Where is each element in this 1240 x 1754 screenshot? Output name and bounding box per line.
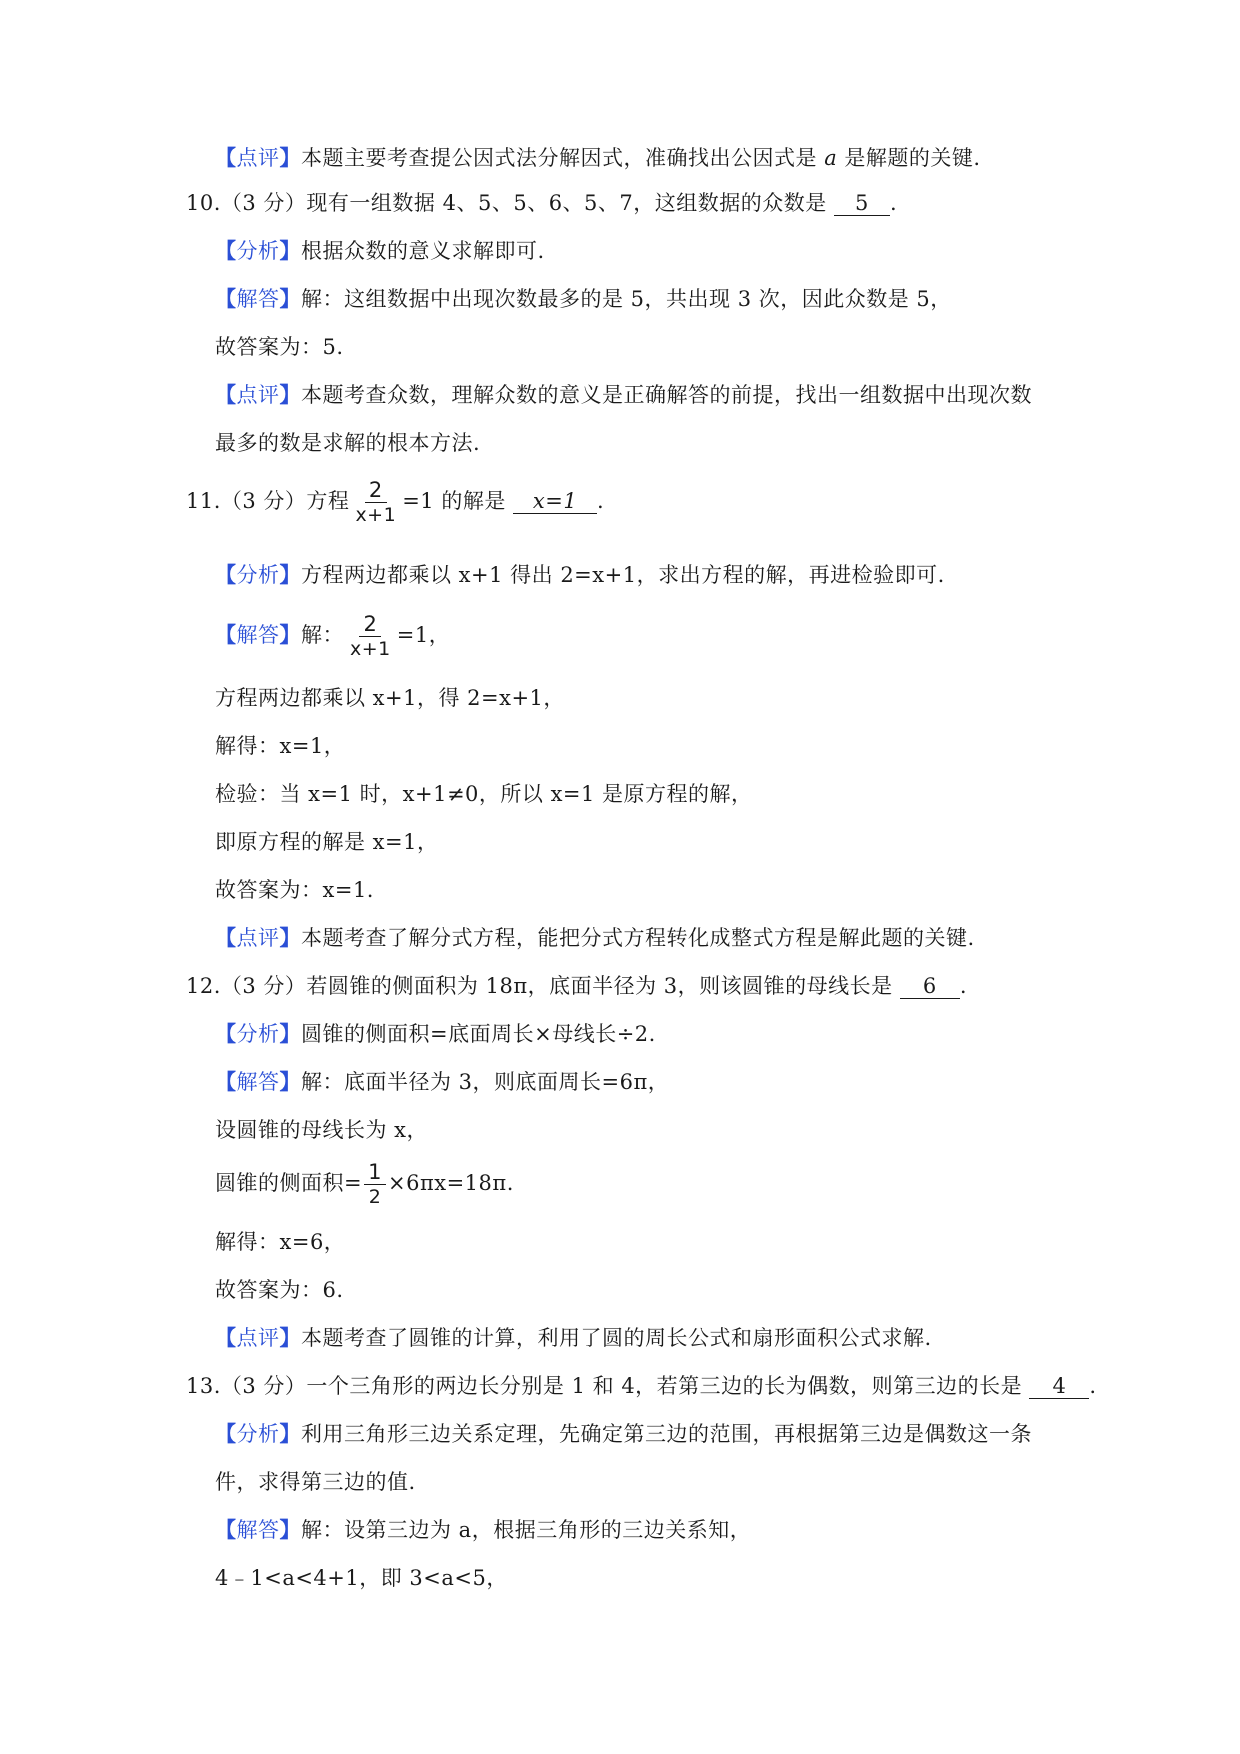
q13-step: 4﹣1<a<4+1，即 3<a<5， [215, 1566, 508, 1590]
q13-stem: 13.（3 分）一个三角形的两边长分别是 1 和 4，若第三边的长为偶数，则第三边的长是 4 . [186, 1374, 1097, 1398]
q10-comment: 【点评】本题考查众数，理解众数的意义是正确解答的前提，找出一组数据中出现次数 [215, 382, 1032, 407]
q12-comment: 【点评】本题考查了圆锥的计算，利用了圆的周长公式和扇形面积公式求解. [215, 1325, 932, 1350]
q12-fraction: $\frac{1}{2}$ [364, 1160, 386, 1209]
q13-analysis-cont: 件，求得第三边的值. [215, 1470, 416, 1494]
q12-step: 设圆锥的母线长为 x， [215, 1118, 429, 1142]
q10-stem: 10.（3 分）现有一组数据 4、5、5、6、5、7，这组数据的众数是 5 . [186, 191, 898, 215]
q11-fraction: $\frac{2}{x+1}$ [355, 478, 397, 526]
q11-step: 方程两边都乘以 x+1，得 2=x+1， [215, 686, 565, 710]
q11-comment: 【点评】本题考查了解分式方程，能把分式方程转化成整式方程是解此题的关键. [215, 925, 975, 950]
q11-final: 故答案为：x=1. [215, 878, 374, 902]
q11-solution: 【解答】解： $\frac{2}{x+1}$ =1， [215, 612, 451, 660]
q10-answer: 5 [834, 191, 890, 216]
q11-analysis: 【分析】方程两边都乘以 x+1 得出 2=x+1，求出方程的解，再进检验即可. [215, 562, 945, 587]
q10-analysis: 【分析】根据众数的意义求解即可. [215, 238, 545, 263]
q12-stem: 12.（3 分）若圆锥的侧面积为 18π，底面半径为 3，则该圆锥的母线长是 6 . [186, 974, 968, 998]
q12-step-fraction-line: 圆锥的侧面积= $\frac{1}{2}$ ×6πx=18π. [215, 1160, 514, 1208]
q13-analysis: 【分析】利用三角形三边关系定理，先确定第三边的范围，再根据第三边是偶数这一条 [215, 1421, 1032, 1446]
q11-stem: 11.（3 分）方程 $\frac{2}{x+1}$ =1 的解是 x=1 . [186, 478, 605, 526]
q12-solution: 【解答】解：底面半径为 3，则底面周长=6π， [215, 1069, 670, 1094]
q12-answer: 6 [900, 974, 960, 999]
comment-tag: 点评 [236, 146, 280, 170]
q11-answer: x=1 [513, 489, 597, 514]
q12-step: 解得：x=6， [215, 1230, 346, 1254]
q11-step: 检验：当 x=1 时，x+1≠0，所以 x=1 是原方程的解， [215, 782, 753, 806]
q11-step: 即原方程的解是 x=1， [215, 830, 439, 854]
q11-step: 解得：x=1， [215, 734, 346, 758]
q13-solution: 【解答】解：设第三边为 a，根据三角形的三边关系知， [215, 1517, 752, 1542]
q11-solution-fraction: $\frac{2}{x+1}$ [350, 612, 391, 660]
q10-solution: 【解答】解：这组数据中出现次数最多的是 5，共出现 3 次，因此众数是 5， [215, 286, 952, 311]
q13-answer: 4 [1029, 1374, 1089, 1399]
q10-comment-cont: 最多的数是求解的根本方法. [215, 431, 481, 455]
q12-analysis: 【分析】圆锥的侧面积=底面周长×母线长÷2. [215, 1021, 656, 1046]
q9-comment: 【点评】本题主要考查提公因式法分解因式，准确找出公因式是 a 是解题的关键. [215, 145, 981, 170]
q12-final: 故答案为：6. [215, 1278, 344, 1302]
q10-final: 故答案为：5. [215, 335, 344, 359]
